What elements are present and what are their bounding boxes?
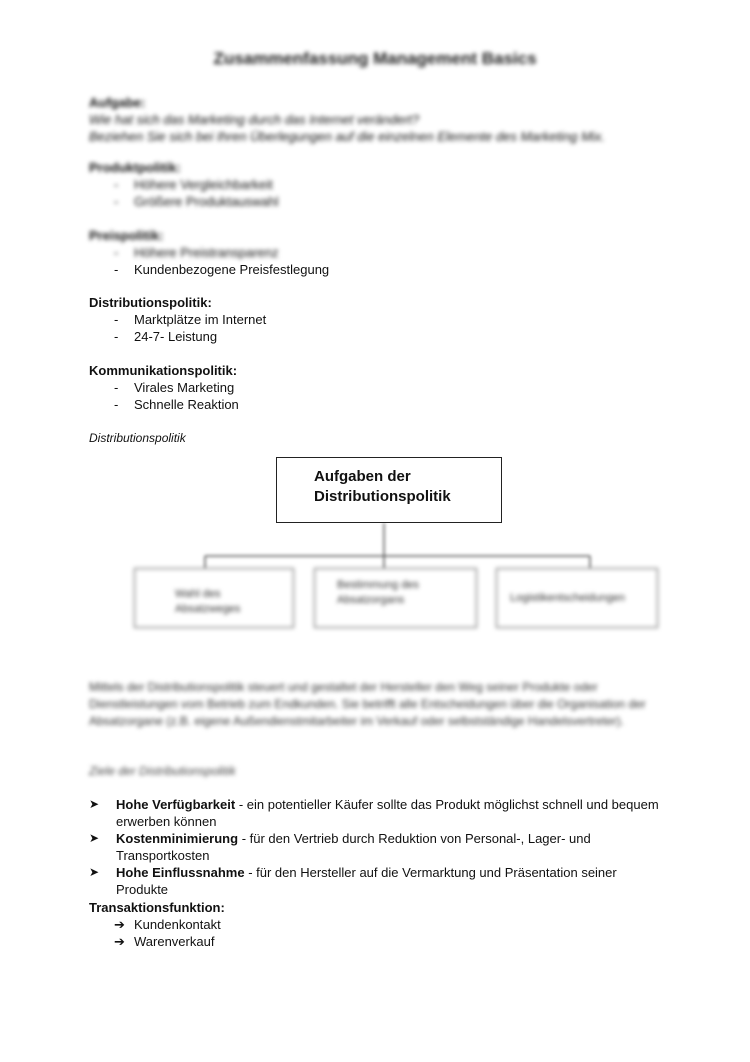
kommunikationspolitik-section	[89, 362, 669, 413]
preispolitik-heading: Preispolitik:	[89, 228, 164, 243]
arrowhead-icon: ➤	[89, 865, 100, 879]
produktpolitik-section	[89, 159, 669, 210]
list-item: - Marktplätze im Internet	[114, 312, 267, 327]
aufgabe-instruction: Beziehen Sie sich bei Ihren Überlegungen auf die einzelnen Elemente des Marketing Mix.	[89, 129, 605, 144]
aufgabe-heading: Aufgabe:	[89, 95, 146, 110]
kommunikationspolitik-heading: Kommunikationspolitik:	[89, 363, 238, 378]
document-title: Zusammenfassung Management Basics	[213, 49, 537, 68]
distributionspolitik-section	[89, 294, 669, 345]
list-item: ➔ Kundenkontakt	[114, 917, 221, 932]
diagram-box-absatzweg: Wahl des Absatzweges	[134, 568, 294, 628]
produktpolitik-heading: Produktpolitik:	[89, 160, 181, 175]
transaktion-section	[89, 899, 489, 950]
goal-item: ➤ Hohe Verfügbarkeit - ein potentieller Käufer sollte das Produkt möglichst schnell und bequem erwerben können	[89, 797, 659, 829]
list-item: - Größere Produktauswahl	[114, 194, 279, 209]
diagram-root-line1: Aufgaben der	[314, 468, 411, 485]
diagram-root-line2: Distributionspolitik	[314, 488, 451, 505]
arrowhead-icon: ➤	[89, 797, 100, 811]
list-item: - Virales Marketing	[114, 380, 235, 395]
ziele-heading: Ziele der Distributionspolitik	[89, 764, 236, 778]
goals-list	[89, 796, 669, 898]
diagram-root-box	[276, 457, 502, 523]
preispolitik-section	[89, 227, 669, 278]
arrow-right-icon: ➔	[114, 917, 125, 932]
diagram-box-absatzorgan: Bestimmung des Absatzorgans	[314, 568, 477, 628]
list-item: ➔ Warenverkauf	[114, 934, 215, 949]
list-item: - 24-7- Leistung	[114, 329, 218, 344]
arrow-right-icon: ➔	[114, 934, 125, 949]
distribution-caption: Distributionspolitik	[89, 431, 186, 445]
aufgabe-question: Wie hat sich das Marketing durch das Internet verändert?	[89, 112, 420, 127]
list-item: - Höhere Preistransparenz	[114, 245, 279, 260]
goal-item: ➤ Hohe Einflussnahme - für den Hersteller auf die Vermarktung und Präsentation seiner Produkte	[89, 865, 617, 897]
list-item: - Höhere Vergleichbarkeit	[114, 177, 273, 192]
diagram-box-logistik: Logistikentscheidungen	[496, 568, 658, 628]
distribution-paragraph: Mittels der Distributionspolitik steuert und gestaltet der Hersteller den Weg seiner Produkte oder Dienstleistungen vom Betrieb zum Endkunden. Sie betrifft alle Entscheidungen über die Organisation der Absatzorgane (z.B. eigene Außendienstmitarbeiter im Verkauf oder selbstständige Handelsvertreter).	[89, 680, 646, 728]
list-item: - Kundenbezogene Preisfestlegung	[114, 262, 330, 277]
list-item: - Schnelle Reaktion	[114, 397, 239, 412]
distributionspolitik-heading: Distributionspolitik:	[89, 295, 212, 310]
aufgabe-section	[89, 94, 669, 145]
goal-item: ➤ Kostenminimierung - für den Vertrieb durch Reduktion von Personal-, Lager- und Transportkosten	[89, 831, 591, 863]
arrowhead-icon: ➤	[89, 831, 100, 845]
transaktion-heading: Transaktionsfunktion:	[89, 900, 225, 915]
